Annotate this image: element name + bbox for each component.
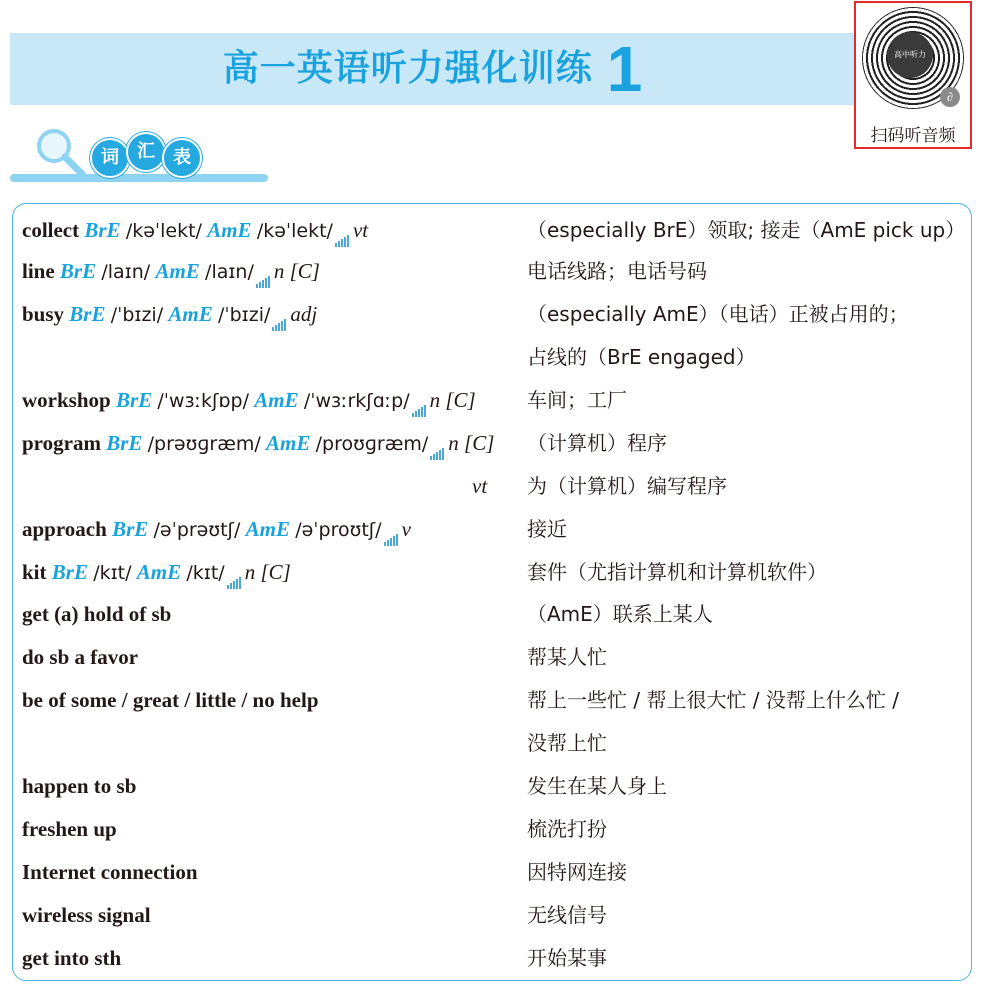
phrase-text: be of some / great / little / no help (22, 688, 319, 712)
phrase-meaning: （AmE）联系上某人 (527, 602, 713, 626)
entry-meaning: （especially AmE）（电话）正被占用的； (527, 302, 909, 326)
part-of-speech: vt (472, 474, 488, 498)
page-title-text: 高一英语听力强化训练 (222, 48, 593, 89)
vocab-entry (22, 557, 966, 587)
phrase-meaning: 发生在某人身上 (527, 774, 667, 798)
ame-ipa: /proʊɡræm/ (315, 433, 429, 455)
ame-ipa: /laɪn/ (205, 261, 254, 283)
phrase-entry (22, 642, 966, 672)
audio-signal-icon[interactable] (335, 217, 350, 247)
audio-signal-icon[interactable] (412, 387, 427, 417)
phrase-meaning: 无线信号 (527, 903, 607, 927)
phrase-entry (22, 771, 966, 801)
entry-meaning: （especially BrE）领取; 接走（AmE pick up） (527, 218, 966, 242)
entry-word: busy (22, 302, 65, 326)
phrase-entry (22, 900, 966, 930)
entry-word: kit (22, 560, 47, 584)
phrase-meaning: 没帮上忙 (527, 731, 607, 755)
vocab-entry-continued (22, 471, 966, 501)
qr-code-box[interactable] (854, 1, 972, 149)
title-banner (10, 33, 855, 105)
ame-ipa: /kɪt/ (186, 562, 225, 584)
vocab-entry (22, 514, 966, 544)
entry-meaning: 占线的（BrE engaged） (527, 345, 756, 369)
vocab-char-1: 词 (90, 138, 130, 178)
vocab-entry (22, 299, 966, 329)
entry-meaning: 为（计算机）编写程序 (527, 474, 727, 498)
bre-ipa: /ˈwɜːkʃɒp/ (157, 390, 249, 412)
bre-ipa: /laɪn/ (101, 261, 151, 283)
phrase-text: do sb a favor (22, 645, 139, 669)
audio-signal-icon[interactable] (384, 516, 399, 546)
phrase-entry (22, 943, 966, 973)
vocab-entry-continued (22, 342, 966, 372)
bre-ipa: /prəʊɡræm/ (147, 433, 261, 455)
bre-label: BrE (115, 388, 153, 412)
entry-word: line (22, 259, 55, 283)
qr-scan-label: 扫码听音频 (870, 126, 956, 146)
entry-word: program (22, 431, 101, 455)
vocab-entry (22, 428, 966, 458)
ame-label: AmE (168, 302, 213, 326)
entry-meaning: 车间；工厂 (527, 388, 627, 412)
ame-label: AmE (136, 560, 182, 584)
bre-ipa: /kəˈlekt/ (125, 220, 202, 242)
entry-meaning: 接近 (527, 517, 567, 541)
phrase-text: freshen up (22, 817, 117, 841)
bre-label: BrE (59, 259, 97, 283)
part-of-speech: n [C] (429, 388, 476, 412)
part-of-speech: vt (352, 218, 369, 242)
phrase-entry (22, 599, 966, 629)
phrase-entry (22, 814, 966, 844)
bre-label: BrE (69, 302, 106, 326)
ame-ipa: /ˈbɪzi/ (217, 304, 271, 326)
phrase-entry (22, 685, 966, 715)
entry-word: approach (22, 517, 107, 541)
audio-signal-icon[interactable] (430, 430, 445, 460)
phrase-meaning: 帮上一些忙 / 帮上很大忙 / 没帮上什么忙 / (527, 688, 900, 712)
vocab-entry (22, 256, 966, 286)
bre-label: BrE (112, 517, 149, 541)
bre-ipa: /ˈbɪzi/ (110, 304, 164, 326)
ame-label: AmE (207, 218, 252, 242)
phrase-meaning: 开始某事 (527, 946, 607, 970)
ame-label: AmE (245, 517, 290, 541)
ame-ipa: /kəˈlekt/ (256, 220, 333, 242)
phrase-text: happen to sb (22, 774, 137, 798)
phrase-meaning: 帮某人忙 (527, 645, 607, 669)
bre-label: BrE (106, 431, 143, 455)
bre-ipa: /əˈprəʊtʃ/ (153, 519, 241, 541)
ame-ipa: /əˈproʊtʃ/ (295, 519, 382, 541)
bre-ipa: /kɪt/ (93, 562, 132, 584)
entry-meaning: （计算机）程序 (527, 431, 667, 455)
audio-signal-icon[interactable] (256, 258, 271, 288)
vocab-entry (22, 385, 966, 415)
bre-label: BrE (84, 218, 121, 242)
phrase-text: get (a) hold of sb (22, 602, 172, 626)
phrase-text: wireless signal (22, 903, 151, 927)
entry-meaning: 电话线路；电话号码 (527, 259, 707, 283)
ame-label: AmE (266, 431, 311, 455)
part-of-speech: n [C] (273, 259, 320, 283)
ame-ipa: /ˈwɜːrkʃɑːp/ (303, 390, 410, 412)
qr-center-label: 高中听力 (887, 32, 933, 78)
phrase-entry-continued (22, 728, 966, 758)
vocab-char-2: 汇 (126, 132, 166, 172)
ame-label: AmE (254, 388, 299, 412)
audio-signal-icon[interactable] (227, 559, 242, 589)
vocab-entry (22, 215, 966, 245)
entry-meaning: 套件（尤指计算机和计算机软件） (527, 560, 827, 584)
phrase-text: Internet connection (22, 860, 198, 884)
phrase-meaning: 因特网连接 (527, 860, 627, 884)
part-of-speech: adj (290, 302, 318, 326)
part-of-speech: v (401, 517, 411, 541)
lesson-number: 1 (606, 33, 643, 105)
vocab-char-3: 表 (162, 138, 202, 178)
entry-word: workshop (22, 388, 111, 412)
phrase-meaning: 梳洗打扮 (527, 817, 607, 841)
vocabulary-header (10, 122, 272, 182)
page-title (10, 33, 855, 105)
entry-word: collect (22, 218, 80, 242)
part-of-speech: n [C] (244, 560, 291, 584)
bre-label: BrE (51, 560, 88, 584)
ame-label: AmE (155, 259, 200, 283)
phrase-text: get into sth (22, 946, 122, 970)
part-of-speech: n [C] (448, 431, 495, 455)
phrase-entry (22, 857, 966, 887)
audio-signal-icon[interactable] (272, 301, 287, 331)
mini-program-icon: ∂ (940, 87, 960, 107)
magnifier-icon (32, 126, 92, 178)
